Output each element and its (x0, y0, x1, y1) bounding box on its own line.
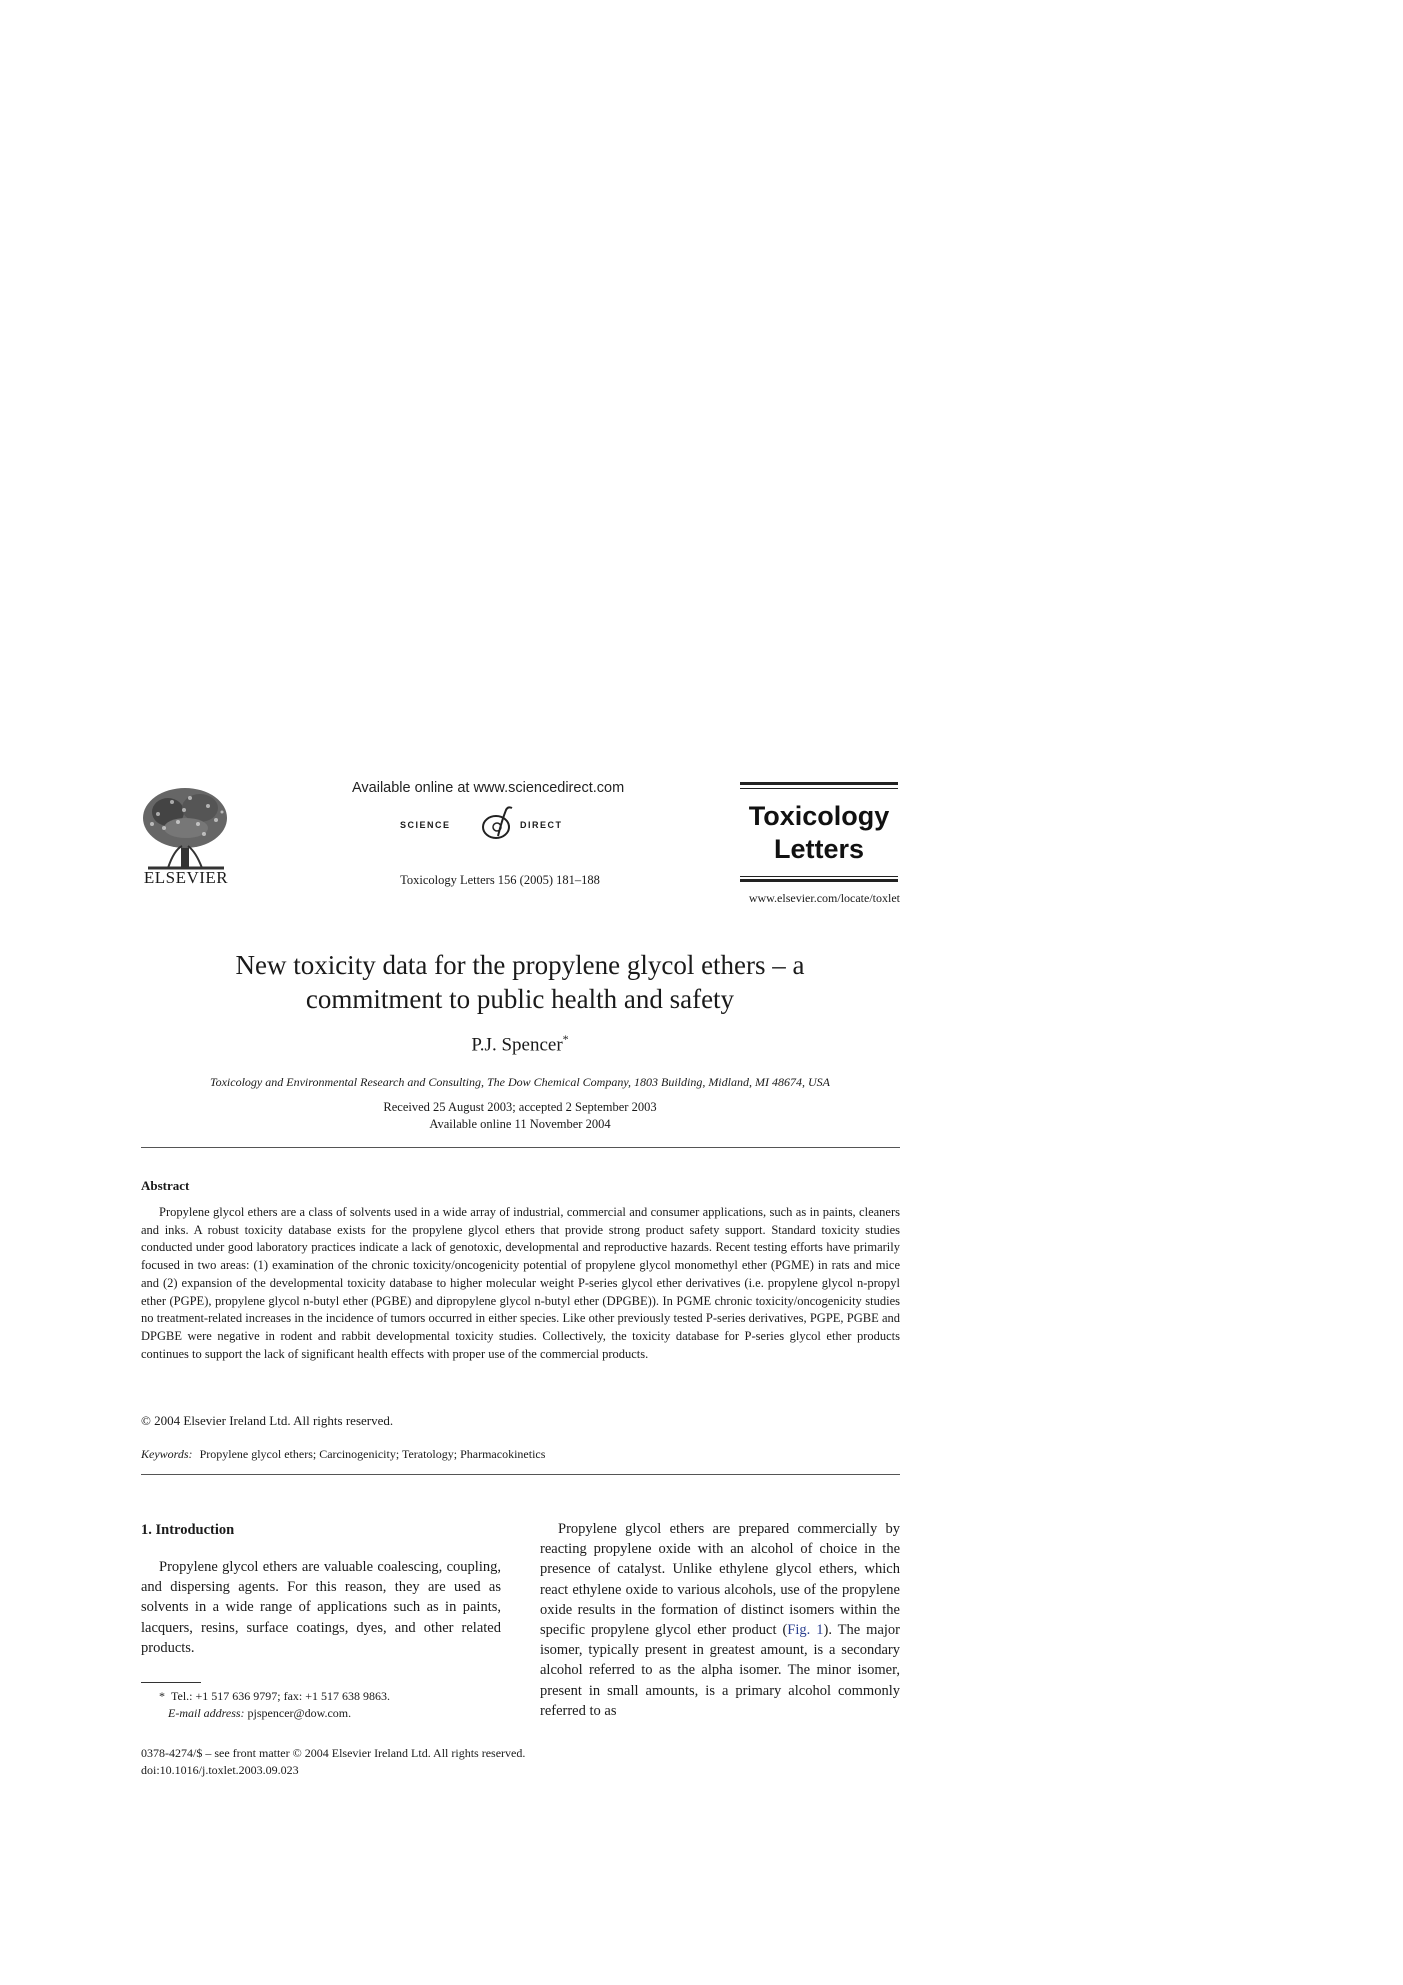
author-footnote (141, 1688, 501, 1722)
keywords-line (141, 1447, 900, 1462)
author-footnote-mark[interactable]: * (562, 1032, 569, 1046)
abstract-bottom-rule (141, 1474, 900, 1475)
intro-right-text-a: Propylene glycol ethers are prepared commercially by reacting propylene oxide with an alcohol of choice in the presence of catalyst. Unlike ethylene glycol ethers, which react ethylene oxide to various alcohols, use of the propylene oxide results in the formation of distinct isomers within the specific propylene glycol ether product ( (540, 1521, 900, 1639)
footnote-rule (141, 1682, 201, 1683)
author-line (140, 1032, 900, 1056)
journal-logo (740, 782, 898, 886)
keywords-label: Keywords: (141, 1447, 193, 1461)
front-matter-doi[interactable]: doi:10.1016/j.toxlet.2003.09.023 (141, 1763, 299, 1777)
received-date: Received 25 August 2003; accepted 2 September 2003 (383, 1100, 657, 1114)
footnote-email-line (141, 1705, 501, 1722)
sciencedirect-logo (400, 806, 600, 842)
abstract-heading: Abstract (141, 1178, 190, 1193)
available-date: Available online 11 November 2004 (429, 1117, 611, 1131)
abstract-top-rule (141, 1147, 900, 1148)
journal-logo-top-thin-rule (740, 788, 898, 789)
footnote-tel-fax: Tel.: +1 517 636 9797; fax: +1 517 638 9863. (171, 1689, 391, 1703)
intro-right-paragraph (540, 1519, 900, 1721)
journal-logo-bottom-rule (740, 879, 898, 882)
intro-left-paragraph: Propylene glycol ethers are valuable coalescing, coupling, and dispersing agents. For this reason, they are used as solvents in a wide range of applications such as in paints, lacquers, resins, surface coatings, dyes, and other related products. (141, 1559, 501, 1656)
sciencedirect-d-icon (478, 806, 518, 842)
figure-1-link[interactable]: Fig. 1 (787, 1622, 824, 1639)
journal-name-line1: Toxicology (748, 801, 890, 831)
journal-logo-top-rule (740, 782, 898, 785)
article-title-line1: New toxicity data for the propylene glycol ethers – a (235, 950, 805, 980)
affiliation: Toxicology and Environmental Research and Consulting, The Dow Chemical Company, 1803 Building, Midland, MI 48674, USA (210, 1075, 830, 1089)
sciencedirect-right-word: DIRECT (520, 820, 563, 830)
footnote-contact-line (141, 1688, 501, 1705)
journal-logo-bottom-thin-rule (740, 876, 898, 877)
sciencedirect-left-word: SCIENCE (400, 820, 451, 830)
article-title-line2: commitment to public health and safety (305, 984, 735, 1014)
keywords-list: Propylene glycol ethers; Carcinogenicity; Teratology; Pharmacokinetics (199, 1447, 546, 1461)
available-online-text: Available online at www.sciencedirect.com (352, 780, 625, 796)
footnote-email[interactable]: pjspencer@dow.com. (247, 1706, 352, 1720)
section-heading-introduction: 1. Introduction (141, 1522, 235, 1538)
author-name: P.J. Spencer (471, 1034, 563, 1056)
article-dates (140, 1099, 900, 1133)
front-matter-issn: 0378-4274/$ – see front matter © 2004 Elsevier Ireland Ltd. All rights reserved. (141, 1746, 526, 1760)
intro-right-text-b: ). The major isomer, typically present in greatest amount, is a secondary alcohol referred to as the alpha isomer. The minor isomer, present in small amounts, is a primary alcohol commonly referred to as (540, 1622, 900, 1719)
abstract-text: Propylene glycol ethers are a class of solvents used in a wide array of industrial, commercial and consumer applications, such as in paints, cleaners and inks. A robust toxicity database exists for the propylene glycol ethers that provide strong product safety support. Standard toxicity studies conducted under good laboratory practices indicate a lack of genotoxic, developmental and reproductive hazards. Recent testing efforts have primarily focused in two areas: (1) examination of the chronic toxicity/oncogenicity potential of propylene glycol monomethyl ether (PGME) in rats and mice and (2) expansion of the developmental toxicity database to higher molecular weight P-series glycol ether derivatives (i.e. propylene glycol n-propyl ether (PGPE), propylene glycol n-butyl ether (PGBE) and dipropylene glycol n-butyl ether (DPGBE)). In PGME chronic toxicity/oncogenicity studies no treatment-related increases in the incidence of tumors occurred in either species. Like other previously tested P-series derivatives, PGPE, PGBE and DPGBE were negative in rodent and rabbit developmental toxicity studies. Collectively, the toxicity database for P-series glycol ether products continues to support the lack of significant health effects with proper use of the commercial products. (141, 1205, 900, 1361)
article-title (140, 948, 900, 1016)
front-matter (141, 1745, 901, 1779)
abstract-copyright: © 2004 Elsevier Ireland Ltd. All rights reserved. (141, 1413, 394, 1428)
footnote-email-label: E-mail address: (168, 1706, 245, 1720)
journal-name-line2: Letters (773, 834, 865, 864)
footnote-mark: * (159, 1689, 165, 1703)
publisher-logo-text: ELSEVIER (143, 868, 229, 887)
journal-citation: Toxicology Letters 156 (2005) 181–188 (400, 873, 600, 887)
journal-url[interactable]: www.elsevier.com/locate/toxlet (748, 891, 900, 905)
